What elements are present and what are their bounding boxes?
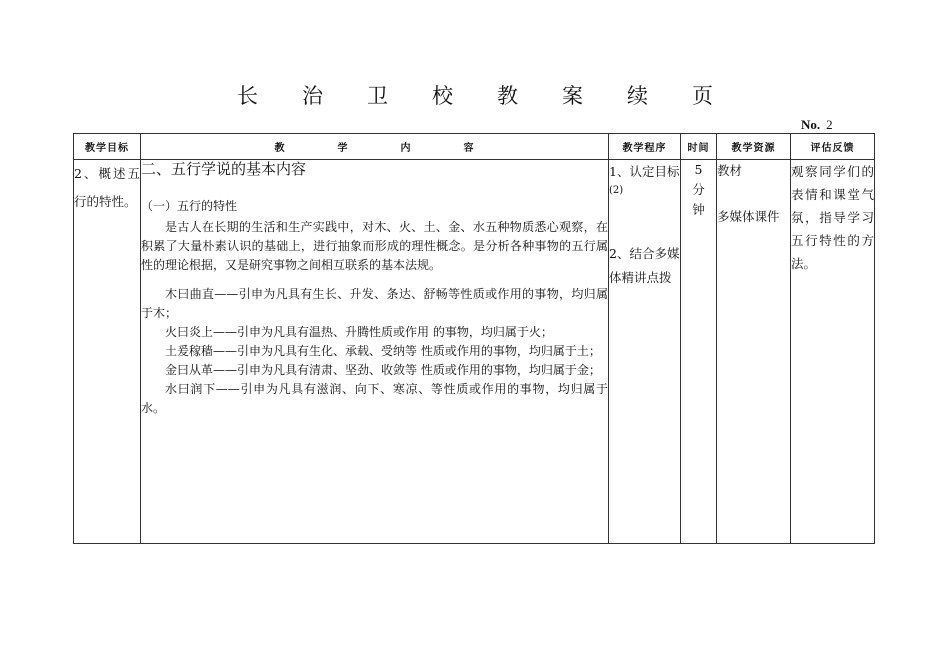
section-title: 二、五行学说的基本内容 [141,160,307,178]
element-fire: 火曰炎上——引申为凡具有温热、升腾性质或作用 的事物，均归属于火； [165,325,553,339]
resource-textbook: 教材 [717,163,743,178]
page-title [0,80,950,110]
cell-content [141,160,609,544]
title-char: 卫 [367,84,388,108]
title-char: 续 [627,84,648,108]
cell-resources [717,160,791,544]
element-earth: 土爰稼穑——引申为凡具有生化、承载、受纳等 性质或作用的事物，均归属于土； [165,344,601,358]
title-char: 页 [692,84,713,108]
procedure-step-1-note: (2) [609,185,624,196]
table-header-row [74,134,875,160]
element-water: 水曰润下——引申为凡具有滋润、向下、寒凉、等性质或作用的事物，均归属于水。 [141,382,608,415]
page-number [801,117,833,133]
title-char: 教 [497,84,518,108]
cell-time: 5 分 钟 [681,160,717,544]
page-number-label: No. [801,117,821,132]
page-number-value: 2 [826,117,833,132]
title-char: 治 [302,84,323,108]
cell-feedback: 观察同学们的表情和课堂气氛，指导学习五行特性的方法。 [791,160,875,544]
col-header-time: 时间 [681,134,717,160]
col-header-resources: 教学资源 [717,134,791,160]
procedure-step-2: 2、结合多媒体精讲点拨 [609,246,680,285]
col-header-content: 教 学 内 容 [141,134,609,160]
cell-goal: 2、概述五行的特性。 [74,160,141,544]
lesson-plan-table [73,133,875,544]
title-char: 校 [432,84,453,108]
resource-multimedia: 多媒体课件 [717,209,780,224]
procedure-step-1: 1、认定目标 [609,164,680,179]
element-metal: 金曰从革——引申为凡具有清肃、坚劲、收敛等 性质或作用的事物，均归属于金； [165,363,601,377]
element-wood: 木曰曲直——引申为凡具有生长、升发、条达、舒畅等性质或作用的事物，均归属于木； [141,287,608,320]
col-header-feedback: 评估反馈 [791,134,875,160]
cell-procedure [609,160,681,544]
title-char: 案 [562,84,583,108]
subsection-title: （一）五行的特性 [141,199,238,213]
intro-paragraph: 是古人在长期的生活和生产实践中，对木、火、土、金、水五种物质悉心观察，在积累了大量朴素认识的基础上，进行抽象而形成的理性概念。是分析各种事物的五行属性的理论根据，又是研究事物之间相互联系的基本法规。 [141,220,608,272]
col-header-procedure: 教学程序 [609,134,681,160]
table-row [74,160,875,544]
col-header-goal: 教学目标 [74,134,141,160]
title-char: 长 [237,84,258,108]
